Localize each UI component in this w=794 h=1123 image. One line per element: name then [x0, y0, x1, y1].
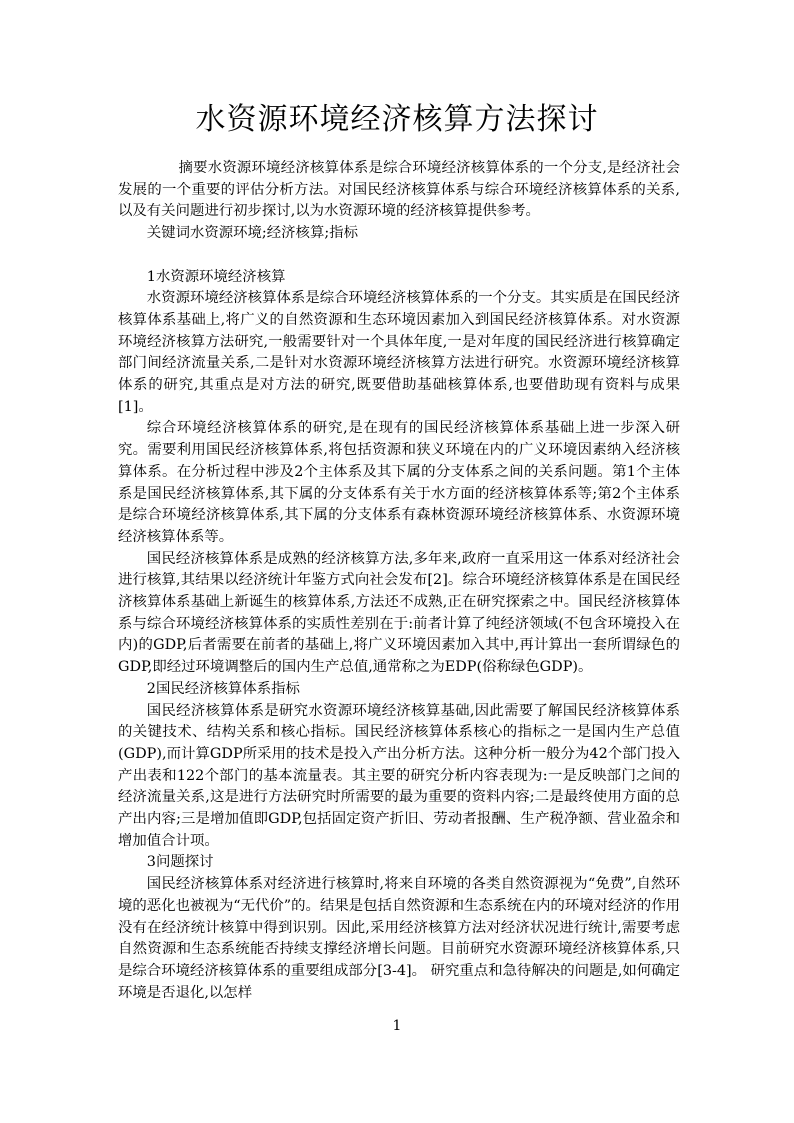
page-number: 1: [392, 1018, 402, 1034]
section-heading-1: 1水资源环境经济核算: [146, 268, 286, 285]
section2-paragraph-1: 国民经济核算体系是研究水资源环境经济核算基础,因此需要了解国民经济核算体系的关键技术、结构关系和核心指标。国民经济核算体系核心的指标之一是国内生产总值(GDP),而计算GDP所采用的技术是投入产出分析方法。这种分析一般分为42个部门投入产出表和122个部门的基本流量表。其主要的研究分析内容表现为:一是反映部门之间的经济流量关系,这是进行方法研究时所需要的最为重要的资料内容;二是最终使用方面的总产出内容;三是增加值即GDP,包括固定资产折旧、劳动者报酬、生产税净额、营业盈余和增加值合计项。: [118, 702, 680, 849]
blank-line: [118, 245, 680, 267]
section1-paragraph-1: 水资源环境经济核算体系是综合环境经济核算体系的一个分支。其实质是在国民经济核算体系基础上,将广义的自然资源和生态环境因素加入到国民经济核算体系。对水资源环境经济核算方法研究,一般需要针对一个具体年度,一是对年度的国民经济进行核算确定部门间经济流量关系,二是针对水资源环境经济核算方法进行研究。水资源环境经济核算体系的研究,其重点是对方法的研究,既要借助基础核算体系,也要借助现有资料与成果[1]。: [118, 290, 680, 415]
document-body: [118, 158, 680, 1004]
section1-paragraph-3: 国民经济核算体系是成熟的经济核算方法,多年来,政府一直采用这一体系对经济社会进行核算,其结果以经济统计年鉴方式向社会发布[2]。综合环境经济核算体系是在国民经济核算体系基础上新诞生的核算体系,方法还不成熟,正在研究探索之中。国民经济核算体系与综合环境经济核算体系的实质性差别在于:前者计算了纯经济领域(不包含环境投入在内)的GDP,后者需要在前者的基础上,将广义环境因素加入其中,再计算出一套所谓绿色的GDP,即经过环境调整后的国内生产总值,通常称之为EDP(俗称绿色GDP)。: [118, 550, 680, 676]
keywords-line: 关键词水资源环境;经济核算;指标: [146, 225, 358, 242]
section-heading-3: 3问题探讨: [146, 854, 214, 871]
section1-paragraph-2: 综合环境经济核算体系的研究,是在现有的国民经济核算体系基础上进一步深入研究。需要利用国民经济核算体系,将包括资源和狭义环境在内的广义环境因素纳入经济核算体系。在分析过程中涉及2个主体系及其下属的分支体系之间的关系问题。第1个主体系是国民经济核算体系,其下属的分支体系有关于水方面的经济核算体系等;第2个主体系是综合环境经济核算体系,其下属的分支体系有森林资源环境经济核算体系、水资源环境经济核算体系等。: [118, 420, 680, 545]
section-heading-2: 2国民经济核算体系指标: [146, 680, 300, 697]
abstract-paragraph: 摘要水资源环境经济核算体系是综合环境经济核算体系的一个分支,是经济社会发展的一个重要的评估分析方法。对国民经济核算体系与综合环境经济核算体系的关系,以及有关问题进行初步探讨,以为水资源环境的经济核算提供参考。: [118, 160, 680, 220]
document-title: 水资源环境经济核算方法探讨: [195, 102, 599, 137]
section3-paragraph-1: 国民经济核算体系对经济进行核算时,将来自环境的各类自然资源视为“免费”,自然环境的恶化也被视为“无代价”的。结果是包括自然资源和生态系统在内的环境对经济的作用没有在经济统计核算中得到识别。因此,采用经济核算方法对经济状况进行统计,需要考虑自然资源和生态系统能否持续支撑经济增长问题。目前研究水资源环境经济核算体系,只是综合环境经济核算体系的重要组成部分[3-4]。 研究重点和急待解决的问题是,如何确定环境是否退化,以怎样: [118, 876, 680, 1001]
